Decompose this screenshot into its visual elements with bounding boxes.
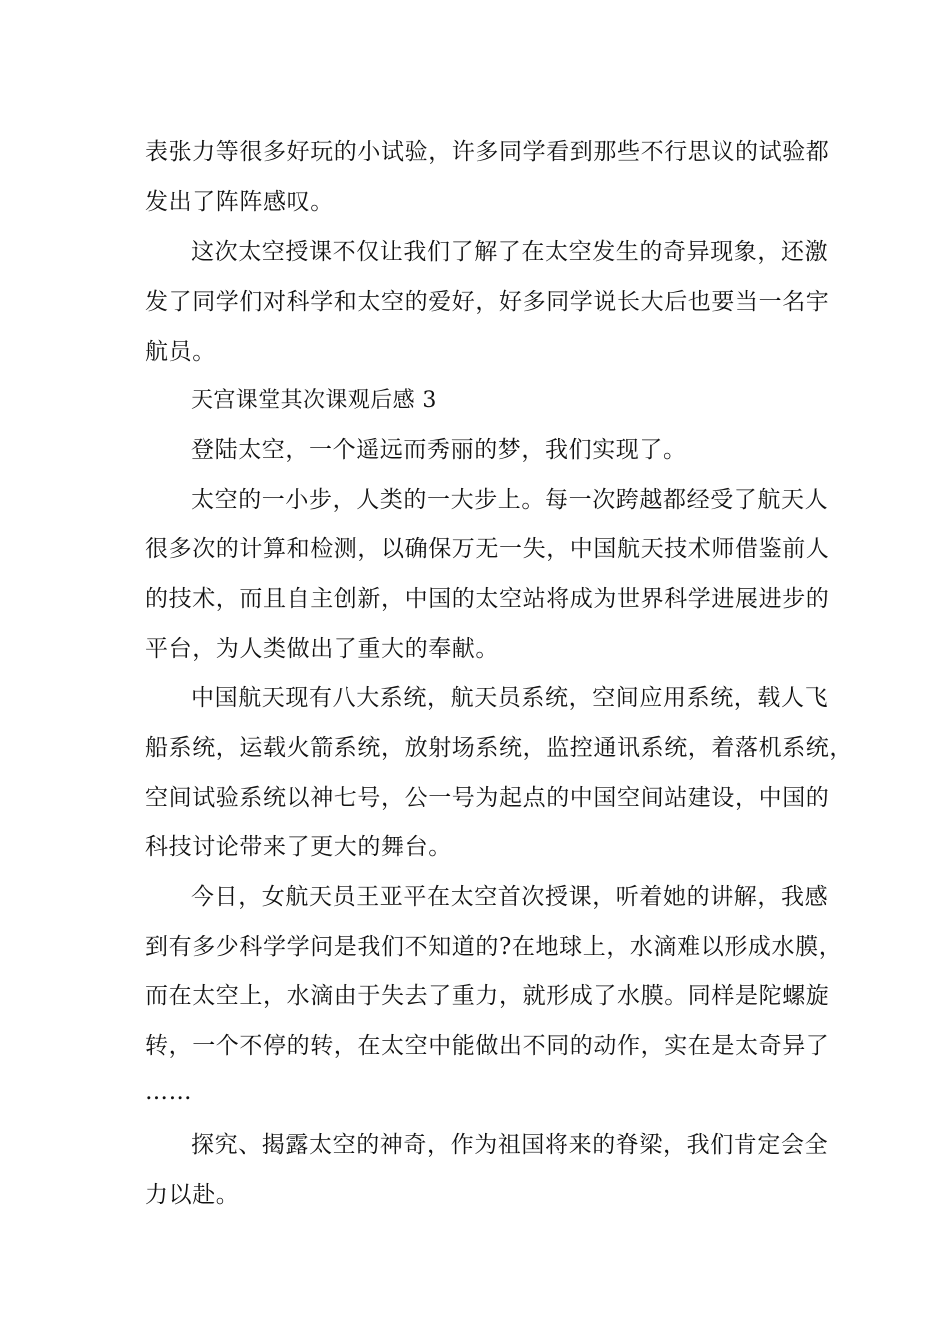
paragraph-line: ……: [145, 1079, 193, 1105]
paragraph-line: 空间试验系统以神七号，公一号为起点的中国空间站建设，中国的: [145, 785, 830, 811]
paragraph-line: 表张力等很多好玩的小试验，许多同学看到那些不行思议的试验都: [145, 139, 830, 165]
paragraph-line: 而在太空上，水滴由于失去了重力，就形成了水膜。同样是陀螺旋: [145, 983, 830, 1009]
paragraph-line: 航员。: [145, 339, 216, 365]
paragraph-line: 力以赴。: [145, 1182, 240, 1208]
paragraph-line: 的技术，而且自主创新，中国的太空站将成为世界科学进展进步的: [145, 586, 830, 612]
paragraph-line: 船系统，运载火箭系统，放射场系统，监控通讯系统，着落机系统，: [145, 735, 853, 761]
paragraph-line: 转，一个不停的转，在太空中能做出不同的动作，实在是太奇异了: [145, 1033, 830, 1059]
paragraph-line: 这次太空授课不仅让我们了解了在太空发生的奇异现象，还激: [191, 239, 829, 265]
paragraph-line: 发出了阵阵感叹。: [145, 189, 334, 215]
paragraph-line: 发了同学们对科学和太空的爱好，好多同学说长大后也要当一名宇: [145, 289, 830, 315]
paragraph-line: 探究、揭露太空的神奇，作为祖国将来的脊梁，我们肯定会全: [191, 1132, 829, 1158]
paragraph-line: 中国航天现有八大系统，航天员系统，空间应用系统，载人飞: [191, 685, 829, 711]
paragraph-line: 到有多少科学学问是我们不知道的?在地球上，水滴难以形成水膜，: [145, 934, 843, 960]
paragraph-line: 太空的一小步，人类的一大步上。每一次跨越都经受了航天人: [191, 487, 829, 513]
section-heading: 天宫课堂其次课观后感 3: [191, 388, 437, 413]
paragraph-line: 平台，为人类做出了重大的奉献。: [145, 636, 499, 662]
paragraph-line: 科技讨论带来了更大的舞台。: [145, 834, 452, 860]
paragraph-line: 今日，女航天员王亚平在太空首次授课，听着她的讲解，我感: [191, 884, 829, 910]
paragraph-line: 登陆太空，一个遥远而秀丽的梦，我们实现了。: [191, 437, 687, 463]
paragraph-line: 很多次的计算和检测，以确保万无一失，中国航天技术师借鉴前人: [145, 536, 830, 562]
